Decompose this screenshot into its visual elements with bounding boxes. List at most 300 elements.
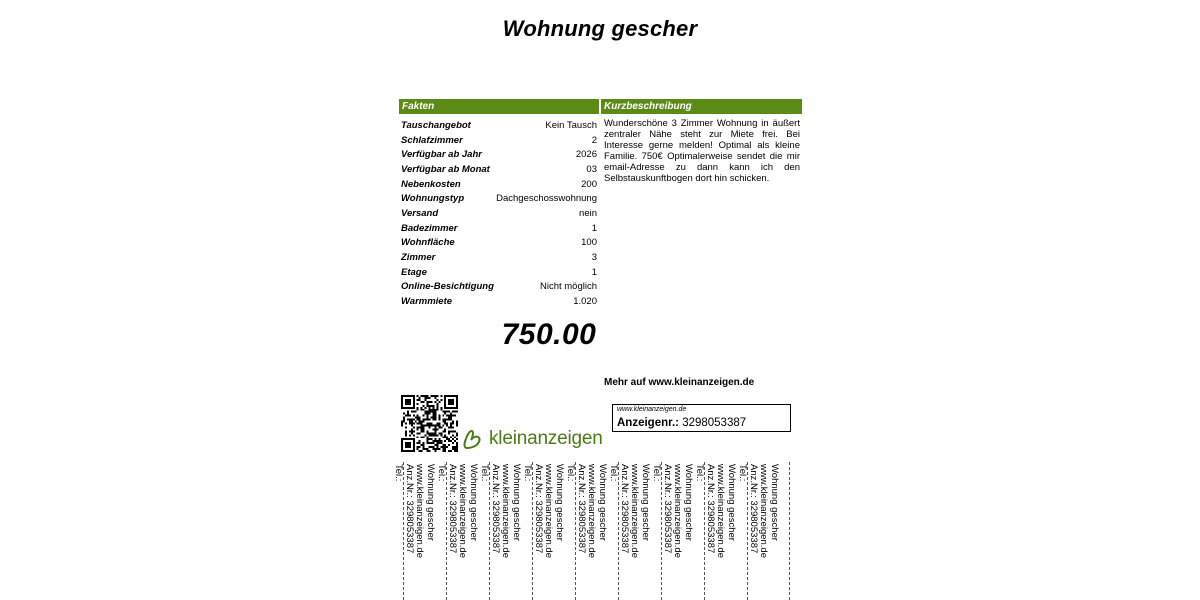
qr-module bbox=[444, 448, 446, 450]
qr-module bbox=[411, 423, 413, 425]
fact-row-badezimmer bbox=[399, 221, 599, 236]
qr-module bbox=[446, 424, 448, 426]
qr-module bbox=[419, 450, 421, 452]
qr-module bbox=[429, 442, 431, 444]
qr-module bbox=[444, 430, 446, 432]
qr-module bbox=[423, 409, 425, 411]
qr-module bbox=[430, 405, 432, 407]
strip-site: www.kleinanzeigen.de bbox=[758, 464, 770, 559]
fact-label: Zimmer bbox=[401, 252, 436, 264]
qr-module bbox=[409, 421, 411, 423]
qr-module bbox=[454, 415, 456, 417]
qr-module bbox=[425, 399, 427, 401]
qr-module bbox=[456, 423, 458, 425]
strip-tel: Tel.: bbox=[608, 464, 620, 482]
strip-tel: Tel.: bbox=[436, 464, 448, 482]
strip-site: www.kleinanzeigen.de bbox=[500, 464, 512, 559]
qr-module bbox=[444, 411, 446, 413]
qr-module bbox=[413, 434, 415, 436]
qr-module bbox=[427, 442, 429, 444]
strip-tel: Tel.: bbox=[479, 464, 491, 482]
qr-module bbox=[421, 421, 423, 423]
qr-module bbox=[407, 411, 409, 413]
qr-module bbox=[427, 411, 429, 413]
qr-module bbox=[411, 419, 413, 421]
qr-module bbox=[436, 407, 438, 409]
fact-value: nein bbox=[579, 207, 597, 219]
qr-module bbox=[440, 440, 442, 442]
qr-module bbox=[446, 423, 448, 425]
more-link[interactable]: Mehr auf www.kleinanzeigen.de bbox=[604, 377, 755, 388]
qr-module bbox=[417, 442, 419, 444]
fact-value: 1 bbox=[591, 266, 597, 278]
strip-ad-number: Anz.Nr.: 3298053387 bbox=[447, 464, 458, 554]
qr-module bbox=[440, 395, 442, 397]
qr-module bbox=[444, 444, 446, 446]
qr-module bbox=[456, 432, 458, 434]
qr-module bbox=[432, 405, 434, 407]
qr-module bbox=[432, 413, 434, 415]
qr-module bbox=[429, 411, 431, 413]
qr-module bbox=[456, 411, 458, 413]
qr-module bbox=[448, 444, 450, 446]
qr-module bbox=[442, 419, 444, 421]
qr-module bbox=[444, 440, 446, 442]
fact-label: Wohnfläche bbox=[401, 237, 455, 249]
qr-module bbox=[450, 419, 452, 421]
qr-module bbox=[419, 440, 421, 442]
qr-module bbox=[456, 424, 458, 426]
qr-module bbox=[427, 417, 429, 419]
qr-module bbox=[434, 409, 436, 411]
ad-number-label: Anzeigenr.: bbox=[617, 417, 679, 429]
strip-ad-number: Anz.Nr.: 3298053387 bbox=[705, 464, 716, 554]
qr-module bbox=[423, 401, 425, 403]
qr-module bbox=[444, 428, 446, 430]
qr-module bbox=[429, 432, 431, 434]
strip-ad-number: Anz.Nr.: 3298053387 bbox=[404, 464, 415, 554]
fact-label: Wohnungstyp bbox=[401, 193, 465, 205]
qr-module bbox=[430, 395, 432, 397]
qr-module bbox=[452, 448, 454, 450]
strip-ad-number: Anz.Nr.: 3298053387 bbox=[533, 464, 544, 554]
qr-module bbox=[423, 419, 425, 421]
qr-module bbox=[450, 426, 452, 428]
qr-module bbox=[442, 436, 444, 438]
qr-module bbox=[419, 423, 421, 425]
qr-module bbox=[434, 397, 436, 399]
kleinanzeigen-logo bbox=[463, 426, 603, 452]
fact-row-schlafzimmer bbox=[399, 133, 599, 148]
qr-module bbox=[427, 413, 429, 415]
qr-module bbox=[434, 440, 436, 442]
fact-label: Online-Besichtigung bbox=[401, 281, 494, 293]
qr-module bbox=[444, 446, 446, 448]
qr-module bbox=[434, 419, 436, 421]
qr-module bbox=[434, 411, 436, 413]
qr-module bbox=[419, 442, 421, 444]
qr-module bbox=[432, 440, 434, 442]
fact-value: 100 bbox=[581, 237, 597, 249]
qr-module bbox=[438, 423, 440, 425]
qr-module bbox=[438, 448, 440, 450]
qr-module bbox=[405, 430, 407, 432]
qr-module bbox=[452, 415, 454, 417]
qr-module bbox=[427, 403, 429, 405]
qr-module bbox=[419, 419, 421, 421]
qr-module bbox=[417, 432, 419, 434]
fact-label: Warmmiete bbox=[401, 296, 453, 308]
qr-module bbox=[421, 444, 423, 446]
fact-label: Schlafzimmer bbox=[401, 134, 463, 146]
qr-module bbox=[450, 415, 452, 417]
qr-module bbox=[452, 421, 454, 423]
qr-module bbox=[413, 419, 415, 421]
qr-module bbox=[432, 417, 434, 419]
qr-module bbox=[450, 450, 452, 452]
fact-label: Verfügbar ab Jahr bbox=[401, 149, 482, 161]
qr-module bbox=[401, 421, 403, 423]
qr-module bbox=[430, 442, 432, 444]
qr-module bbox=[440, 434, 442, 436]
strip-tel: Tel.: bbox=[694, 464, 706, 482]
qr-module bbox=[430, 417, 432, 419]
qr-module bbox=[427, 395, 429, 397]
qr-module bbox=[411, 428, 413, 430]
qr-module bbox=[405, 415, 407, 417]
qr-module bbox=[429, 397, 431, 399]
fact-label: Badezimmer bbox=[401, 222, 458, 234]
qr-module bbox=[430, 446, 432, 448]
tear-off-strips bbox=[393, 462, 791, 600]
qr-module bbox=[413, 423, 415, 425]
qr-module bbox=[415, 411, 417, 413]
qr-module bbox=[417, 426, 419, 428]
fact-value: 1.020 bbox=[573, 296, 597, 308]
ad-box-site: www.kleinanzeigen.de bbox=[617, 406, 687, 413]
qr-module bbox=[444, 423, 446, 425]
qr-module bbox=[436, 440, 438, 442]
qr-module bbox=[430, 401, 432, 403]
qr-module bbox=[403, 421, 405, 423]
ad-number-box bbox=[612, 404, 791, 432]
qr-module bbox=[413, 426, 415, 428]
qr-module bbox=[456, 448, 458, 450]
qr-module bbox=[419, 399, 421, 401]
qr-module bbox=[436, 448, 438, 450]
qr-module bbox=[403, 419, 405, 421]
qr-module bbox=[429, 401, 431, 403]
qr-module bbox=[417, 395, 419, 397]
qr-module bbox=[413, 430, 415, 432]
fact-value: Kein Tausch bbox=[545, 119, 597, 131]
qr-module bbox=[444, 436, 446, 438]
qr-module bbox=[440, 399, 442, 401]
qr-module bbox=[421, 423, 423, 425]
qr-module bbox=[438, 432, 440, 434]
qr-module bbox=[415, 417, 417, 419]
qr-module bbox=[448, 438, 450, 440]
qr-module bbox=[403, 417, 405, 419]
qr-module bbox=[430, 432, 432, 434]
strip-site: www.kleinanzeigen.de bbox=[457, 464, 469, 559]
strip-ad-number: Anz.Nr.: 3298053387 bbox=[490, 464, 501, 554]
qr-module bbox=[438, 417, 440, 419]
qr-module bbox=[452, 411, 454, 413]
qr-module bbox=[440, 407, 442, 409]
strip-ad-number: Anz.Nr.: 3298053387 bbox=[748, 464, 759, 554]
qr-module bbox=[438, 442, 440, 444]
fact-label: Etage bbox=[401, 266, 427, 278]
qr-module bbox=[421, 428, 423, 430]
qr-module bbox=[421, 430, 423, 432]
fact-value: Nicht möglich bbox=[539, 281, 597, 293]
qr-module bbox=[448, 411, 450, 413]
fact-row-jahr bbox=[399, 147, 599, 162]
qr-module bbox=[429, 424, 431, 426]
qr-module bbox=[434, 415, 436, 417]
qr-module bbox=[436, 409, 438, 411]
qr-module bbox=[421, 450, 423, 452]
qr-module bbox=[442, 421, 444, 423]
qr-module bbox=[444, 450, 446, 452]
qr-module bbox=[423, 426, 425, 428]
brand-name: kleinanzeigen bbox=[489, 428, 603, 449]
price: 750.00 bbox=[501, 318, 597, 351]
qr-module bbox=[411, 430, 413, 432]
strip-title: Wohnung gescher bbox=[597, 464, 608, 541]
qr-module bbox=[434, 426, 436, 428]
strip-site: www.kleinanzeigen.de bbox=[672, 464, 684, 559]
qr-module bbox=[432, 428, 434, 430]
qr-module bbox=[452, 442, 454, 444]
qr-module bbox=[442, 415, 444, 417]
qr-module bbox=[432, 448, 434, 450]
strip-tel: Tel.: bbox=[393, 464, 405, 482]
qr-module bbox=[436, 434, 438, 436]
qr-module bbox=[407, 415, 409, 417]
qr-module bbox=[421, 407, 423, 409]
facts-list bbox=[399, 118, 599, 309]
qr-module bbox=[419, 426, 421, 428]
qr-module bbox=[425, 419, 427, 421]
strip-site: www.kleinanzeigen.de bbox=[629, 464, 641, 559]
qr-module bbox=[409, 434, 411, 436]
qr-module bbox=[448, 419, 450, 421]
qr-module bbox=[417, 407, 419, 409]
qr-module bbox=[440, 432, 442, 434]
qr-module bbox=[448, 417, 450, 419]
qr-module bbox=[438, 440, 440, 442]
fact-value: 1 bbox=[591, 222, 597, 234]
qr-module bbox=[450, 413, 452, 415]
qr-module bbox=[429, 409, 431, 411]
qr-module bbox=[434, 450, 436, 452]
qr-module bbox=[427, 432, 429, 434]
qr-module bbox=[423, 421, 425, 423]
qr-module bbox=[456, 434, 458, 436]
qr-module bbox=[411, 424, 413, 426]
fact-row-etage bbox=[399, 265, 599, 280]
qr-module bbox=[456, 444, 458, 446]
qr-module bbox=[405, 434, 407, 436]
qr-module bbox=[452, 434, 454, 436]
strip-site: www.kleinanzeigen.de bbox=[543, 464, 555, 559]
qr-module bbox=[448, 432, 450, 434]
qr-module bbox=[409, 430, 411, 432]
qr-module bbox=[405, 423, 407, 425]
qr-module bbox=[434, 428, 436, 430]
qr-module bbox=[425, 424, 427, 426]
qr-module bbox=[452, 446, 454, 448]
qr-module bbox=[423, 436, 425, 438]
strip-ad-number: Anz.Nr.: 3298053387 bbox=[619, 464, 630, 554]
qr-module bbox=[421, 436, 423, 438]
qr-module bbox=[411, 421, 413, 423]
qr-module bbox=[417, 409, 419, 411]
qr-module bbox=[442, 411, 444, 413]
qr-module bbox=[436, 399, 438, 401]
fact-value: 2 bbox=[591, 134, 597, 146]
fact-label: Verfügbar ab Monat bbox=[401, 163, 490, 175]
ad-number-value: 3298053387 bbox=[682, 417, 747, 429]
strip-tel: Tel.: bbox=[737, 464, 749, 482]
qr-module bbox=[432, 419, 434, 421]
qr-module bbox=[429, 405, 431, 407]
qr-module bbox=[405, 426, 407, 428]
qr-module bbox=[456, 446, 458, 448]
qr-module bbox=[432, 424, 434, 426]
qr-module bbox=[444, 419, 446, 421]
qr-module bbox=[454, 436, 456, 438]
qr-module bbox=[401, 423, 403, 425]
qr-module bbox=[452, 438, 454, 440]
qr-module bbox=[421, 395, 423, 397]
qr-module bbox=[456, 450, 458, 452]
qr-module bbox=[425, 411, 427, 413]
qr-module bbox=[434, 395, 436, 397]
qr-module bbox=[432, 442, 434, 444]
qr-module bbox=[454, 411, 456, 413]
qr-module bbox=[432, 411, 434, 413]
qr-module bbox=[438, 426, 440, 428]
strip-title: Wohnung gescher bbox=[683, 464, 694, 541]
qr-module bbox=[430, 411, 432, 413]
strip-title: Wohnung gescher bbox=[425, 464, 436, 541]
qr-module bbox=[430, 409, 432, 411]
strip-site: www.kleinanzeigen.de bbox=[586, 464, 598, 559]
qr-module bbox=[417, 403, 419, 405]
fact-row-nebenkosten bbox=[399, 177, 599, 192]
strip-title: Wohnung gescher bbox=[726, 464, 737, 541]
qr-module bbox=[440, 446, 442, 448]
qr-module bbox=[423, 424, 425, 426]
strip-ad-number: Anz.Nr.: 3298053387 bbox=[576, 464, 587, 554]
qr-module bbox=[450, 440, 452, 442]
qr-module bbox=[446, 438, 448, 440]
qr-module bbox=[427, 423, 429, 425]
qr-module bbox=[409, 415, 411, 417]
qr-module bbox=[419, 421, 421, 423]
qr-module bbox=[454, 450, 456, 452]
qr-module bbox=[407, 419, 409, 421]
qr-module bbox=[442, 430, 444, 432]
qr-module bbox=[401, 424, 403, 426]
kleinanzeigen-leaf-icon bbox=[463, 428, 485, 450]
qr-module bbox=[434, 417, 436, 419]
qr-module bbox=[438, 424, 440, 426]
qr-module bbox=[450, 430, 452, 432]
qr-module bbox=[434, 430, 436, 432]
qr-module bbox=[427, 419, 429, 421]
qr-module bbox=[432, 434, 434, 436]
qr-module bbox=[425, 407, 427, 409]
qr-module bbox=[446, 446, 448, 448]
qr-module bbox=[448, 440, 450, 442]
qr-module bbox=[427, 438, 429, 440]
qr-module bbox=[423, 405, 425, 407]
fact-row-wohnflaeche bbox=[399, 236, 599, 251]
qr-module bbox=[417, 448, 419, 450]
description-header: Kurzbeschreibung bbox=[601, 99, 802, 114]
qr-module bbox=[425, 448, 427, 450]
tear-off-strip[interactable] bbox=[737, 462, 790, 600]
qr-module bbox=[417, 446, 419, 448]
qr-module bbox=[423, 442, 425, 444]
qr-module bbox=[407, 413, 409, 415]
qr-module bbox=[446, 415, 448, 417]
qr-module bbox=[425, 413, 427, 415]
strip-tel: Tel.: bbox=[651, 464, 663, 482]
qr-module bbox=[423, 430, 425, 432]
qr-module bbox=[427, 440, 429, 442]
qr-module bbox=[434, 438, 436, 440]
qr-module bbox=[448, 415, 450, 417]
qr-module bbox=[432, 446, 434, 448]
qr-module bbox=[436, 403, 438, 405]
fact-row-tauschangebot bbox=[399, 118, 599, 133]
qr-module bbox=[456, 421, 458, 423]
qr-module bbox=[427, 448, 429, 450]
qr-module bbox=[429, 407, 431, 409]
qr-module bbox=[423, 446, 425, 448]
qr-module bbox=[427, 436, 429, 438]
fact-row-warmmiete bbox=[399, 294, 599, 309]
qr-module bbox=[427, 405, 429, 407]
qr-module bbox=[438, 419, 440, 421]
strip-site: www.kleinanzeigen.de bbox=[715, 464, 727, 559]
qr-module bbox=[425, 395, 427, 397]
facts-header: Fakten bbox=[399, 99, 599, 114]
qr-module bbox=[417, 415, 419, 417]
qr-module bbox=[442, 444, 444, 446]
qr-module bbox=[427, 415, 429, 417]
qr-module bbox=[423, 395, 425, 397]
qr-module bbox=[430, 434, 432, 436]
qr-module bbox=[436, 423, 438, 425]
qr-module bbox=[427, 401, 429, 403]
qr-module bbox=[432, 395, 434, 397]
qr-module bbox=[434, 401, 436, 403]
qr-module bbox=[429, 438, 431, 440]
fact-row-monat bbox=[399, 162, 599, 177]
qr-module bbox=[440, 426, 442, 428]
qr-module bbox=[409, 419, 411, 421]
qr-module bbox=[436, 446, 438, 448]
qr-module bbox=[446, 419, 448, 421]
qr-module bbox=[454, 440, 456, 442]
fact-row-online-besichtigung bbox=[399, 280, 599, 295]
